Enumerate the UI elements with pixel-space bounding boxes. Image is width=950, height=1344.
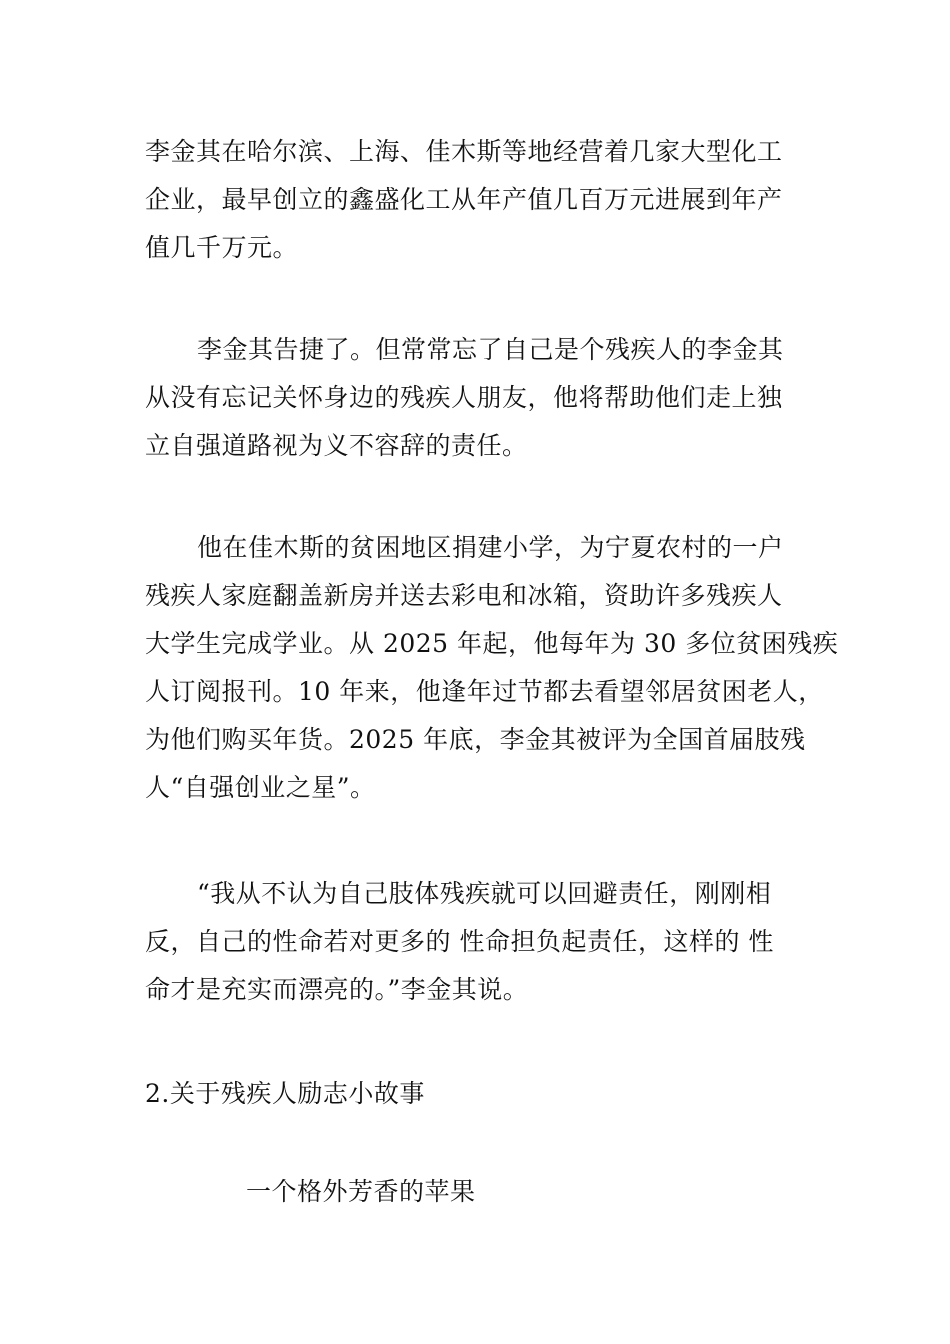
paragraph-line: 从没有忘记关怀身边的残疾人朋友，他将帮助他们走上独 xyxy=(145,383,783,412)
paragraph-line: 李金其告捷了。但常常忘了自己是个残疾人的李金其 xyxy=(197,335,784,364)
paragraph-line: 李金其在哈尔滨、上海、佳木斯等地经营着几家大型化工 xyxy=(145,137,783,166)
paragraph-charity xyxy=(145,524,839,812)
story-title xyxy=(246,1168,936,1216)
paragraph-line: 立自强道路视为义不容辞的责任。 xyxy=(145,431,528,460)
paragraph-line: 为他们购买年货。2025 年底，李金其被评为全国首届肢残 xyxy=(145,725,806,754)
paragraph-line: 残疾人家庭翻盖新房并送去彩电和冰箱，资助许多残疾人 xyxy=(145,581,783,610)
paragraph-line: 值几千万元。 xyxy=(145,233,299,262)
paragraph-line: 人订阅报刊。10 年来，他逢年过节都去看望邻居贫困老人， xyxy=(145,677,824,706)
paragraph-line: “我从不认为自己肢体残疾就可以回避责任，刚刚相 xyxy=(197,879,772,908)
paragraph-line: 企业，最早创立的鑫盛化工从年产值几百万元进展到年产 xyxy=(145,185,783,214)
paragraph-responsibility xyxy=(145,326,835,470)
section-heading xyxy=(145,1070,835,1118)
story-title-text: 一个格外芳香的苹果 xyxy=(246,1177,476,1206)
paragraph-line: 人“自强创业之星”。 xyxy=(145,773,376,802)
section-heading-text: 2.关于残疾人励志小故事 xyxy=(145,1079,425,1108)
paragraph-line: 他在佳木斯的贫困地区捐建小学，为宁夏农村的一户 xyxy=(197,533,784,562)
paragraph-line: 大学生完成学业。从 2025 年起，他每年为 30 多位贫困残疾 xyxy=(145,629,839,658)
paragraph-line: 反，自己的性命若对更多的 性命担负起责任，这样的 性 xyxy=(145,927,774,956)
paragraph-line: 命才是充实而漂亮的。”李金其说。 xyxy=(145,975,529,1004)
paragraph-quote xyxy=(145,870,835,1014)
paragraph-business xyxy=(145,128,835,272)
